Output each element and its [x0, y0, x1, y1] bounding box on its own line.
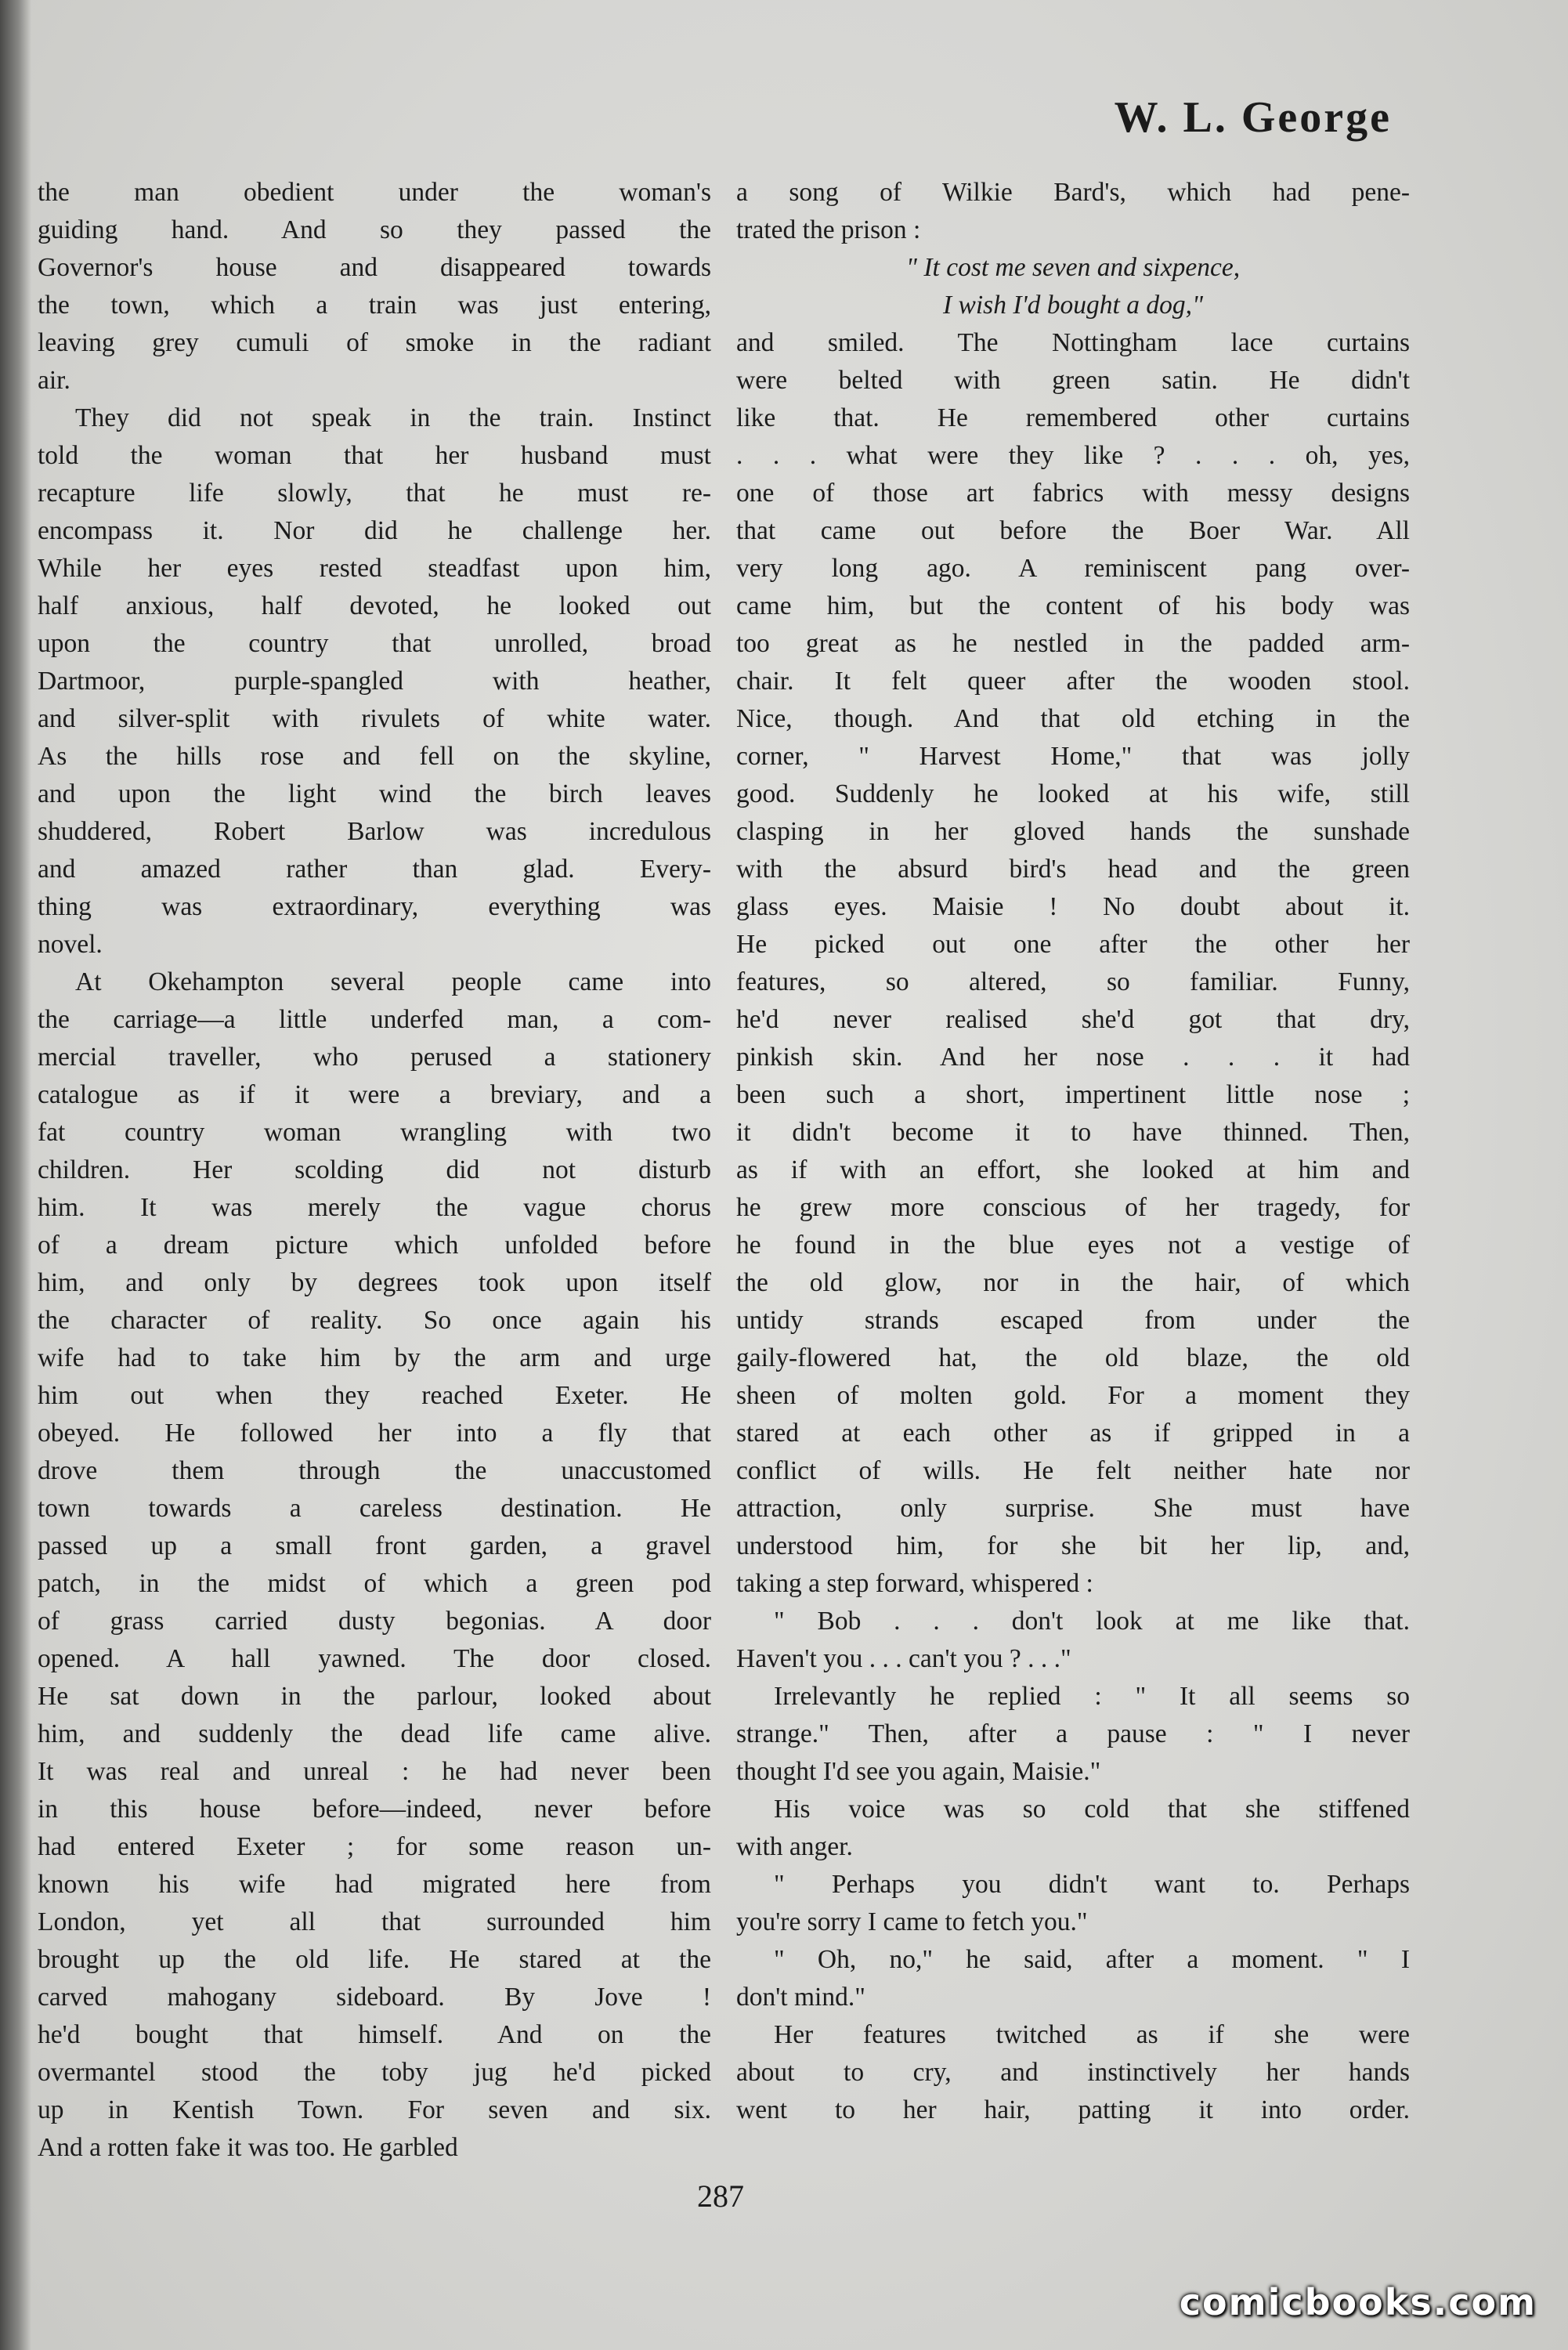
text-line: known his wife had migrated here from — [38, 1870, 711, 1899]
text-line: and silver-split with rivulets of white water. — [38, 704, 711, 733]
text-line: gaily-flowered hat, the old blaze, the old — [736, 1343, 1410, 1372]
text-line: the carriage—a little underfed man, a com- — [38, 1005, 711, 1034]
text-line: he grew more conscious of her tragedy, for — [736, 1193, 1410, 1222]
text-line: that came out before the Boer War. All — [736, 516, 1410, 545]
text-line: he'd never realised she'd got that dry, — [736, 1005, 1410, 1034]
text-line: wife had to take him by the arm and urge — [38, 1343, 711, 1372]
text-line: and smiled. The Nottingham lace curtains — [736, 328, 1410, 357]
text-line: been such a short, impertinent little nose ; — [736, 1080, 1410, 1109]
text-line: with anger. — [736, 1832, 853, 1861]
text-line: one of those art fabrics with messy designs — [736, 479, 1410, 508]
text-line: it didn't become it to have thinned. Then, — [736, 1118, 1410, 1147]
text-line: a song of Wilkie Bard's, which had pene- — [736, 178, 1410, 207]
text-line: Irrelevantly he replied : " It all seems so — [774, 1682, 1410, 1711]
text-line: thing was extraordinary, everything was — [38, 892, 711, 921]
text-line: It was real and unreal : he had never been — [38, 1757, 711, 1786]
text-line: the man obedient under the woman's — [38, 178, 711, 207]
text-line: attraction, only surprise. She must have — [736, 1494, 1410, 1523]
text-line: features, so altered, so familiar. Funny, — [736, 967, 1410, 996]
text-line: recapture life slowly, that he must re- — [38, 479, 711, 508]
text-line: fat country woman wrangling with two — [38, 1118, 711, 1147]
text-line: catalogue as if it were a breviary, and a — [38, 1080, 711, 1109]
text-line: glass eyes. Maisie ! No doubt about it. — [736, 892, 1410, 921]
text-line: overmantel stood the toby jug he'd picked — [38, 2058, 711, 2087]
text-line: thought I'd see you again, Maisie." — [736, 1757, 1101, 1786]
text-line: stared at each other as if gripped in a — [736, 1419, 1410, 1448]
text-line: At Okehampton several people came into — [75, 967, 711, 996]
text-line: very long ago. A reminiscent pang over- — [736, 554, 1410, 583]
text-line: leaving grey cumuli of smoke in the radiant — [38, 328, 711, 357]
text-line: were belted with green satin. He didn't — [736, 366, 1410, 395]
text-line: town towards a careless destination. He — [38, 1494, 711, 1523]
text-line: London, yet all that surrounded him — [38, 1907, 711, 1936]
text-line: pinkish skin. And her nose . . . it had — [736, 1043, 1410, 1072]
text-line: " Oh, no," he said, after a moment. " I — [774, 1945, 1410, 1974]
text-line: carved mahogany sideboard. By Jove ! — [38, 1983, 711, 2012]
text-line: mercial traveller, who perused a stationery — [38, 1043, 711, 1072]
text-line: the town, which a train was just entering, — [38, 291, 711, 320]
text-line: They did not speak in the train. Instinct — [75, 403, 711, 432]
text-line: clasping in her gloved hands the sunshade — [736, 817, 1410, 846]
text-line: opened. A hall yawned. The door closed. — [38, 1644, 711, 1673]
text-line: While her eyes rested steadfast upon him, — [38, 554, 711, 583]
text-line: He picked out one after the other her — [736, 930, 1410, 959]
text-line: . . . what were they like ? . . . oh, yes, — [736, 441, 1410, 470]
text-line: trated the prison : — [736, 215, 921, 244]
text-line: told the woman that her husband must — [38, 441, 711, 470]
text-line: " Perhaps you didn't want to. Perhaps — [774, 1870, 1410, 1899]
text-line: guiding hand. And so they passed the — [38, 215, 711, 244]
text-line: untidy strands escaped from under the — [736, 1306, 1410, 1335]
text-line: don't mind." — [736, 1983, 865, 2012]
text-line: obeyed. He followed her into a fly that — [38, 1419, 711, 1448]
text-line: conflict of wills. He felt neither hate nor — [736, 1456, 1410, 1485]
text-line: shuddered, Robert Barlow was incredulous — [38, 817, 711, 846]
text-line: taking a step forward, whispered : — [736, 1569, 1093, 1598]
text-line: Nice, though. And that old etching in the — [736, 704, 1410, 733]
text-line: as if with an effort, she looked at him and — [736, 1155, 1410, 1184]
text-line: like that. He remembered other curtains — [736, 403, 1410, 432]
text-line: of grass carried dusty begonias. A door — [38, 1607, 711, 1636]
text-line: novel. — [38, 930, 103, 959]
text-line: and upon the light wind the birch leaves — [38, 779, 711, 808]
text-line: upon the country that unrolled, broad — [38, 629, 711, 658]
text-line: I wish I'd bought a dog," — [942, 291, 1204, 320]
text-line: Her features twitched as if she were — [774, 2020, 1410, 2049]
text-line: air. — [38, 366, 70, 395]
text-line: His voice was so cold that she stiffened — [774, 1795, 1410, 1824]
text-line: He sat down in the parlour, looked about — [38, 1682, 711, 1711]
text-line: patch, in the midst of which a green pod — [38, 1569, 711, 1598]
page-number: 287 — [697, 2178, 744, 2214]
text-line: came him, but the content of his body was — [736, 591, 1410, 620]
text-line: understood him, for she bit her lip, and, — [736, 1531, 1410, 1560]
text-line: " It cost me seven and sixpence, — [905, 253, 1241, 282]
text-line: children. Her scolding did not disturb — [38, 1155, 711, 1184]
book-spine-shadow — [0, 0, 31, 2350]
text-line: him, and only by degrees took upon itself — [38, 1268, 711, 1297]
text-line: " Bob . . . don't look at me like that. — [774, 1607, 1410, 1636]
text-line: and amazed rather than glad. Every- — [38, 855, 711, 884]
text-line: he found in the blue eyes not a vestige of — [736, 1231, 1410, 1260]
text-column-right — [736, 174, 1410, 2129]
text-line: sheen of molten gold. For a moment they — [736, 1381, 1410, 1410]
text-line: in this house before—indeed, never before — [38, 1795, 711, 1824]
text-line: As the hills rose and fell on the skyline, — [38, 742, 711, 771]
text-line: chair. It felt queer after the wooden stool. — [736, 667, 1410, 696]
text-line: brought up the old life. He stared at the — [38, 1945, 711, 1974]
text-line: him out when they reached Exeter. He — [38, 1381, 711, 1410]
text-line: he'd bought that himself. And on the — [38, 2020, 711, 2049]
text-line: corner, " Harvest Home," that was jolly — [736, 742, 1410, 771]
text-line: Dartmoor, purple-spangled with heather, — [38, 667, 711, 696]
running-header-author: W. L. George — [1114, 93, 1392, 142]
text-line: you're sorry I came to fetch you." — [736, 1907, 1088, 1936]
text-line: half anxious, half devoted, he looked out — [38, 591, 711, 620]
text-line: And a rotten fake it was too. He garbled — [38, 2133, 458, 2162]
text-line: passed up a small front garden, a gravel — [38, 1531, 711, 1560]
text-line: good. Suddenly he looked at his wife, still — [736, 779, 1410, 808]
text-line: the character of reality. So once again his — [38, 1306, 711, 1335]
text-line: Governor's house and disappeared towards — [38, 253, 711, 282]
text-line: encompass it. Nor did he challenge her. — [38, 516, 711, 545]
text-line: with the absurd bird's head and the green — [736, 855, 1410, 884]
text-line: about to cry, and instinctively her hands — [736, 2058, 1410, 2087]
text-line: Haven't you . . . can't you ? . . ." — [736, 1644, 1071, 1673]
text-line: went to her hair, patting it into order. — [736, 2095, 1410, 2124]
text-line: had entered Exeter ; for some reason un- — [38, 1832, 711, 1861]
text-line: drove them through the unaccustomed — [38, 1456, 711, 1485]
text-line: the old glow, nor in the hair, of which — [736, 1268, 1410, 1297]
text-line: strange." Then, after a pause : " I never — [736, 1719, 1410, 1748]
text-column-left — [38, 174, 711, 2167]
text-line: up in Kentish Town. For seven and six. — [38, 2095, 711, 2124]
text-line: of a dream picture which unfolded before — [38, 1231, 711, 1260]
watermark-logo: comicbooks.com — [1179, 2281, 1537, 2323]
text-line: him, and suddenly the dead life came alive. — [38, 1719, 711, 1748]
text-line: too great as he nestled in the padded arm- — [736, 629, 1410, 658]
text-line: him. It was merely the vague chorus — [38, 1193, 711, 1222]
